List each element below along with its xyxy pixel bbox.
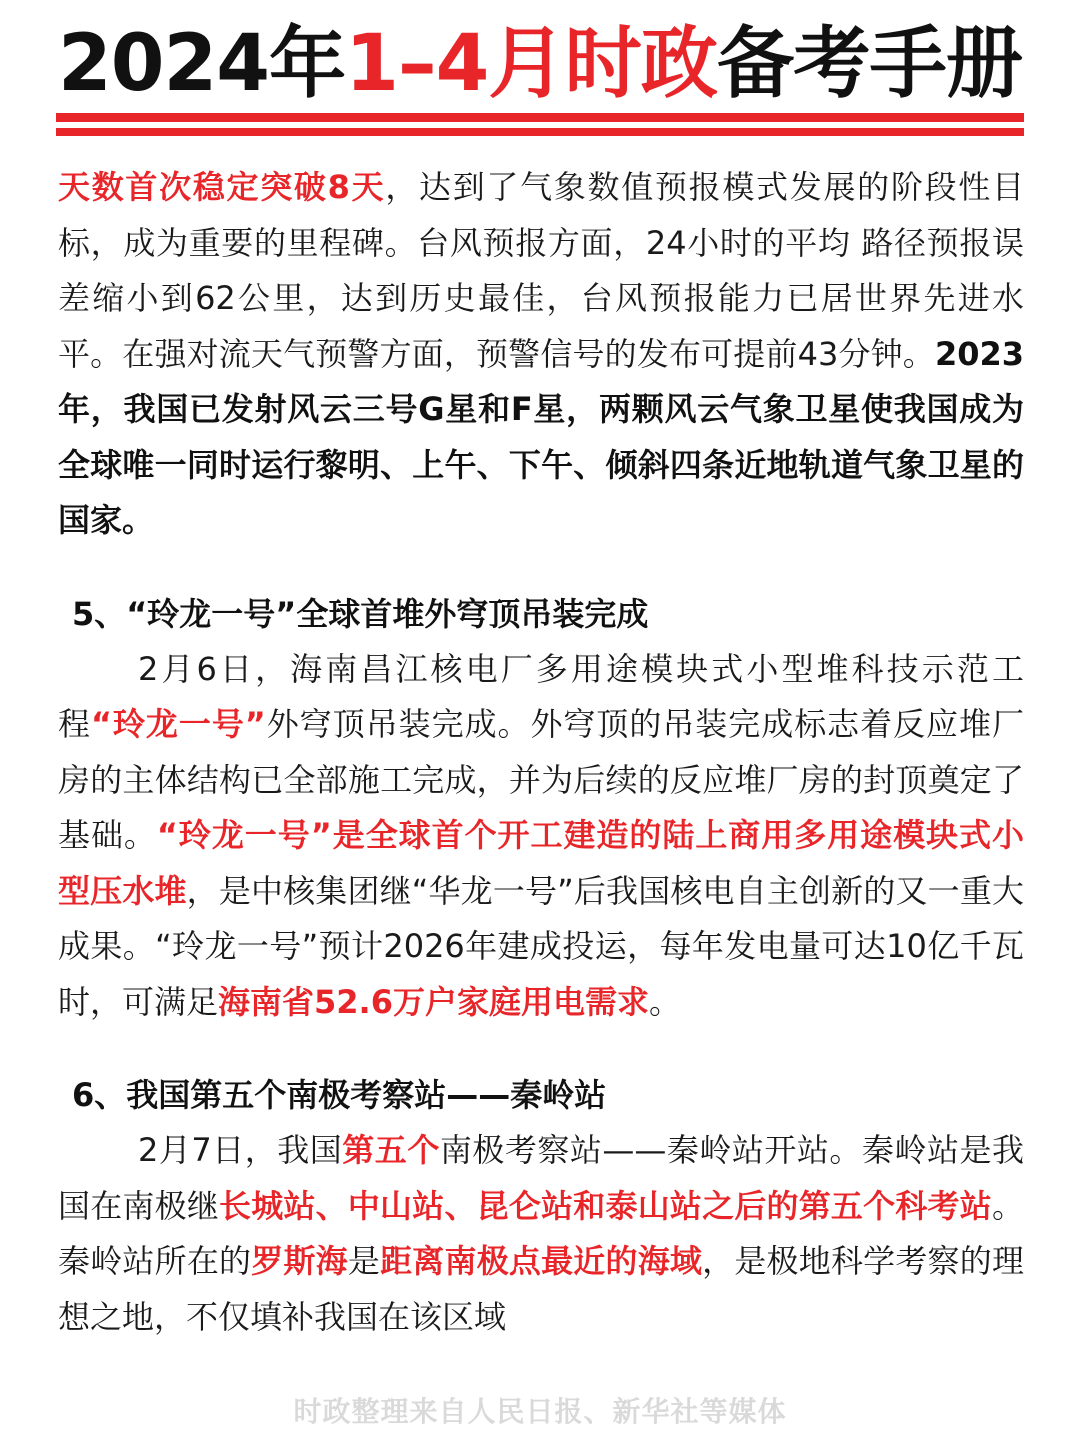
s6-highlight-1: 第五个 <box>342 1131 440 1169</box>
s6-highlight-4: 距离南极点最近的海域 <box>380 1242 703 1280</box>
s5-highlight-1: “玲龙一号” <box>90 705 266 743</box>
article-body <box>58 160 1024 1345</box>
section-gap <box>58 1030 1024 1046</box>
s5-text-1: 2月6日，海南昌江核电厂多用途模块式小型堆科技示范工程 <box>58 649 1024 743</box>
s5-text-2: 外穹顶吊装完成。外穹顶的吊装完成标志着反应堆厂房的主体结构已全部施工完成，并为后续的反应堆厂房的封顶奠定了基础。 <box>58 705 1024 854</box>
s6-highlight-3: 罗斯海 <box>251 1242 348 1280</box>
s5-text-3: ，是中核集团继“华龙一号”后我国核电自主创新的又一重大成果。“玲龙一号”预计2026年建成投运，每年发电量可达10亿千瓦时，可满足 <box>58 871 1024 1021</box>
s5-highlight-3: 海南省52.6万户家庭用电需求 <box>218 982 649 1021</box>
title-months: 1–4月时政 <box>345 19 718 109</box>
section-6-paragraph <box>58 1123 1024 1345</box>
section-5-heading: 5、“玲龙一号”全球首堆外穹顶吊装完成 <box>72 594 649 633</box>
section-5-paragraph <box>58 642 1024 1031</box>
title-underline-top <box>56 113 1024 122</box>
title-year: 2024年 <box>58 19 346 109</box>
section-6-heading: 6、我国第五个南极考察站——秦岭站 <box>72 1076 607 1114</box>
page-header <box>0 0 1080 112</box>
title-handbook: 备考手册 <box>717 19 1022 109</box>
source-watermark: 时政整理来自人民日报、新华社等媒体 <box>293 1395 787 1428</box>
s6-text-4: 是 <box>347 1242 381 1280</box>
s6-text-5: ，是极地科学考察的理想之地，不仅填补我国在该区域 <box>58 1242 1024 1336</box>
page-title <box>5 18 1074 110</box>
title-underline-bottom <box>56 128 1024 136</box>
s6-highlight-2: 长城站、中山站、昆仑站和泰山站之后的第五个科考站 <box>219 1186 992 1225</box>
s6-text-3: 。秦岭站所在的 <box>58 1186 1024 1280</box>
intro-text: ，达到了气象数值预报模式发展的阶段性目标，成为重要的里程碑。台风预报方面，24小时的平均 路径预报误差缩小到62公里，达到历史最佳，台风预报能力已居世界先进水平。在强对流天气预警方面，预警信号的发布可提前43分钟。 <box>58 168 1024 373</box>
intro-paragraph <box>58 160 1024 549</box>
intro-bold-text: 2023年，我国已发射风云三号G星和F星，两颗风云气象卫星使我国成为全球唯一同时运行黎明、上午、下午、倾斜四条近地轨道气象卫星的国家。 <box>58 334 1024 539</box>
s5-text-4: 。 <box>648 982 681 1021</box>
s6-text-2: 南极考察站——秦岭站开站。秦岭站是我国在南极继 <box>58 1131 1024 1225</box>
s5-highlight-2: “玲龙一号”是全球首个开工建造的陆上商用多用途模块式小型压水堆 <box>58 816 1024 910</box>
section-gap <box>58 549 1024 565</box>
s6-text-1: 2月7日，我国 <box>138 1131 343 1169</box>
intro-highlight: 天数首次稳定突破8天 <box>58 168 386 206</box>
